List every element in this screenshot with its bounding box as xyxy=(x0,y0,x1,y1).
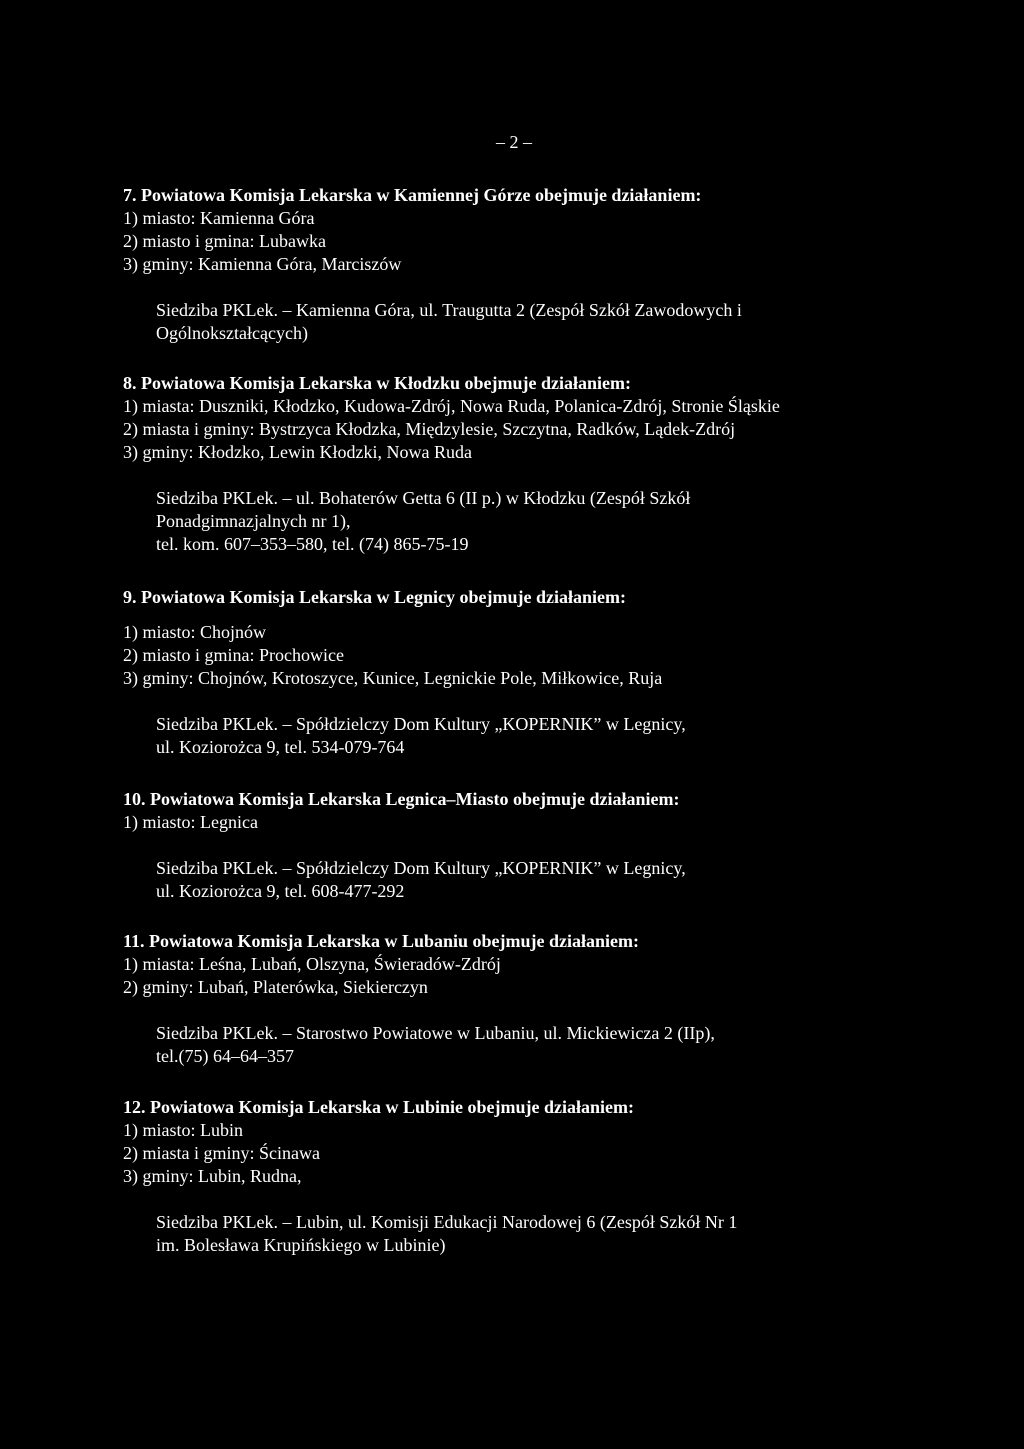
list-item: 3) gminy: Kłodzko, Lewin Kłodzki, Nowa Ruda xyxy=(123,442,472,462)
list-item: 2) miasto i gmina: Lubawka xyxy=(123,231,326,251)
list-item: 3) gminy: Kamienna Góra, Marciszów xyxy=(123,254,402,274)
seat-line: ul. Koziorożca 9, tel. 608-477-292 xyxy=(156,881,405,901)
spacer xyxy=(123,1188,843,1211)
section-komisja-kamienna-gora xyxy=(123,184,843,345)
spacer xyxy=(123,609,843,621)
section-heading: 10. Powiatowa Komisja Lekarska Legnica–Miasto obejmuje działaniem: xyxy=(123,789,680,809)
list-item: 2) miasta i gminy: Bystrzyca Kłodzka, Międzylesie, Szczytna, Radków, Lądek-Zdrój xyxy=(123,419,736,439)
spacer xyxy=(123,276,843,299)
list-item: 2) miasta i gminy: Ścinawa xyxy=(123,1143,320,1163)
section-heading: 7. Powiatowa Komisja Lekarska w Kamiennej Górze obejmuje działaniem: xyxy=(123,185,702,205)
list-item: 1) miasto: Lubin xyxy=(123,1120,243,1140)
list-item: 2) miasto i gmina: Prochowice xyxy=(123,645,344,665)
seat-line: Siedziba PKLek. – Spółdzielczy Dom Kultury „KOPERNIK” w Legnicy, xyxy=(156,858,686,878)
seat-line: Siedziba PKLek. – Spółdzielczy Dom Kultury „KOPERNIK” w Legnicy, xyxy=(156,714,686,734)
section-komisja-legnica-miasto xyxy=(123,788,843,903)
seat-line: tel. kom. 607–353–580, tel. (74) 865-75-19 xyxy=(156,534,469,554)
list-item: 1) miasto: Chojnów xyxy=(123,622,266,642)
list-item: 1) miasta: Duszniki, Kłodzko, Kudowa-Zdrój, Nowa Ruda, Polanica-Zdrój, Stronie Śląskie xyxy=(123,396,780,416)
list-item: 3) gminy: Lubin, Rudna, xyxy=(123,1166,302,1186)
list-item: 3) gminy: Chojnów, Krotoszyce, Kunice, Legnickie Pole, Miłkowice, Ruja xyxy=(123,668,663,688)
seat-line: ul. Koziorożca 9, tel. 534-079-764 xyxy=(156,737,405,757)
seat-line: Siedziba PKLek. – ul. Bohaterów Getta 6 (II p.) w Kłodzku (Zespół Szkół xyxy=(156,488,691,508)
seat-line: im. Bolesława Krupińskiego w Lubinie) xyxy=(156,1235,446,1255)
section-heading: 12. Powiatowa Komisja Lekarska w Lubinie obejmuje działaniem: xyxy=(123,1097,634,1117)
spacer xyxy=(123,690,843,713)
section-komisja-klodzko xyxy=(123,372,843,556)
page-number: – 2 – xyxy=(496,132,532,152)
section-komisja-lubin xyxy=(123,1096,843,1257)
list-item: 2) gminy: Lubań, Platerówka, Siekierczyn xyxy=(123,977,428,997)
seat-line: tel.(75) 64–64–357 xyxy=(156,1046,294,1066)
seat-line: Siedziba PKLek. – Kamienna Góra, ul. Traugutta 2 (Zespół Szkół Zawodowych i xyxy=(156,300,742,320)
list-item: 1) miasto: Kamienna Góra xyxy=(123,208,315,228)
section-heading: 9. Powiatowa Komisja Lekarska w Legnicy obejmuje działaniem: xyxy=(123,587,626,607)
spacer xyxy=(123,464,843,487)
spacer xyxy=(123,999,843,1022)
spacer xyxy=(123,834,843,857)
section-komisja-legnica xyxy=(123,586,843,759)
section-komisja-luban xyxy=(123,930,843,1068)
seat-line: Ogólnokształcących) xyxy=(156,323,308,343)
list-item: 1) miasta: Leśna, Lubań, Olszyna, Świeradów-Zdrój xyxy=(123,954,501,974)
list-item: 1) miasto: Legnica xyxy=(123,812,258,832)
seat-line: Ponadgimnazjalnych nr 1), xyxy=(156,511,351,531)
seat-line: Siedziba PKLek. – Starostwo Powiatowe w Lubaniu, ul. Mickiewicza 2 (IIp), xyxy=(156,1023,715,1043)
section-heading: 8. Powiatowa Komisja Lekarska w Kłodzku obejmuje działaniem: xyxy=(123,373,631,393)
seat-line: Siedziba PKLek. – Lubin, ul. Komisji Edukacji Narodowej 6 (Zespół Szkół Nr 1 xyxy=(156,1212,738,1232)
section-heading: 11. Powiatowa Komisja Lekarska w Lubaniu obejmuje działaniem: xyxy=(123,931,640,951)
